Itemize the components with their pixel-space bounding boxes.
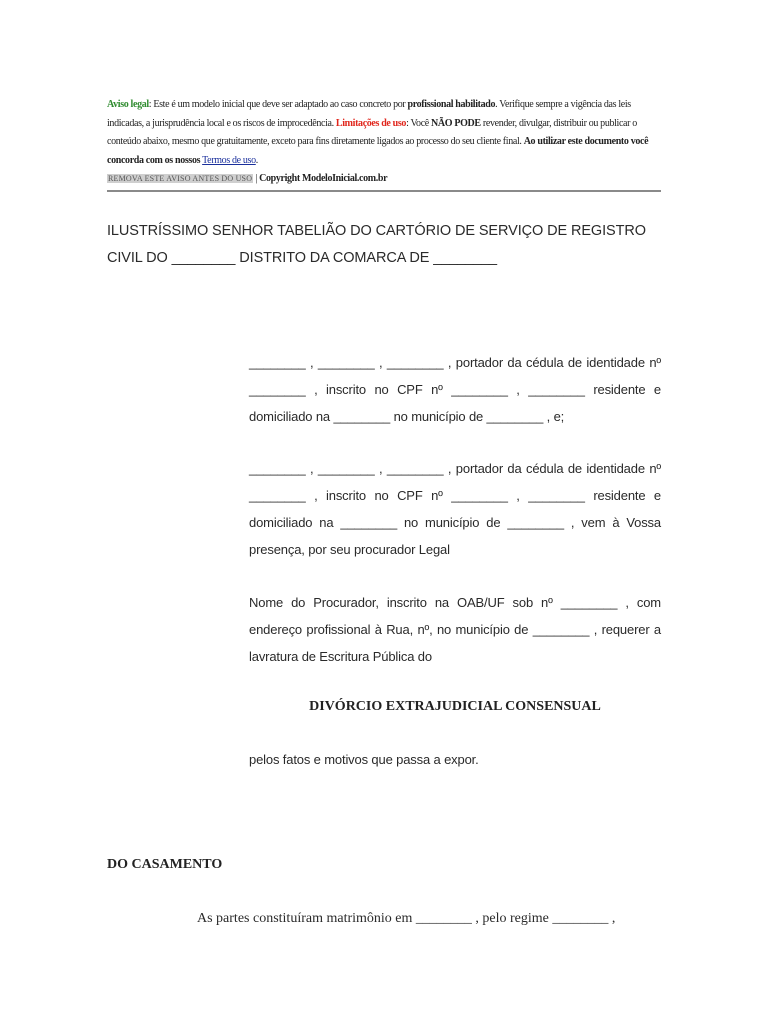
party1-paragraph (249, 349, 661, 430)
procurador-text: Nome do Procurador, inscrito na OAB/UF sob nº ________ , com endereço profissional à Rua, nº, no município de ________ , requerer a lavratura de Escritura Pública do (249, 595, 661, 664)
legal-notice-text (107, 96, 663, 170)
party2-text: ________ , ________ , ________ , portador da cédula de identidade nº ________ , inscrito no CPF nº ________ , ________ residente e domiciliado na ________ no município de ________ , vem à Vossa presença, por seu procurador Legal (249, 461, 661, 557)
addressee-line1: ILUSTRÍSSIMO SENHOR TABELIÃO DO CARTÓRIO DE SERVIÇO DE REGISTRO (107, 223, 646, 239)
limitacoes-label: Limitações de uso (335, 117, 407, 129)
after-title-paragraph (249, 746, 661, 773)
addressee-line2: CIVIL DO ________ DISTRITO DA COMARCA DE ________ (107, 250, 498, 266)
notice-period: . (255, 154, 258, 166)
remove-notice-strip: REMOVA ESTE AVISO ANTES DO USO (108, 174, 253, 183)
aviso-legal-label: Aviso legal (107, 99, 149, 110)
notice-nao-pode: NÃO PODE (431, 117, 481, 129)
addressee-heading (107, 218, 667, 272)
notice-line1-end: . Verifique sempre a vigência das leis indicadas, a jurisprudência local e os riscos de improcedência. (107, 99, 631, 129)
notice-profissional: profissional habilitado (407, 99, 496, 110)
legal-notice (107, 96, 663, 189)
copyright-text: Copyright ModeloInicial.com.br (259, 173, 388, 184)
procurador-paragraph (249, 589, 661, 670)
termos-de-uso-link[interactable]: Termos de uso (202, 154, 256, 166)
notice-line2: : Você (406, 117, 432, 129)
horizontal-divider (107, 190, 661, 192)
document-title: DIVÓRCIO EXTRAJUDICIAL CONSENSUAL (309, 699, 601, 714)
notice-ao-utilizar: Ao utilizar este documento você concorda com os nossos (107, 136, 649, 166)
casamento-paragraph: As partes constituíram matrimônio em ________ , pelo regime ________ , (197, 911, 616, 926)
notice-line1: : Este é um modelo inicial que deve ser adaptado ao caso concreto por (148, 99, 408, 110)
section-heading-casamento: DO CASAMENTO (107, 857, 223, 872)
party1-text: ________ , ________ , ________ , portador da cédula de identidade nº ________ , inscrito no CPF nº ________ , ________ residente e domiciliado na ________ no município de ________ , e; (249, 355, 661, 424)
notice-separator: | (253, 173, 260, 184)
after-title-text: pelos fatos e motivos que passa a expor. (249, 752, 479, 767)
notice-footer (107, 170, 663, 189)
party2-paragraph (249, 455, 661, 563)
notice-line2-end: revender, divulgar, distribuir ou publicar o conteúdo abaixo, mesmo que gratuitamente, exceto para fins diretamente ligados ao processo do seu cliente final. (107, 117, 637, 147)
